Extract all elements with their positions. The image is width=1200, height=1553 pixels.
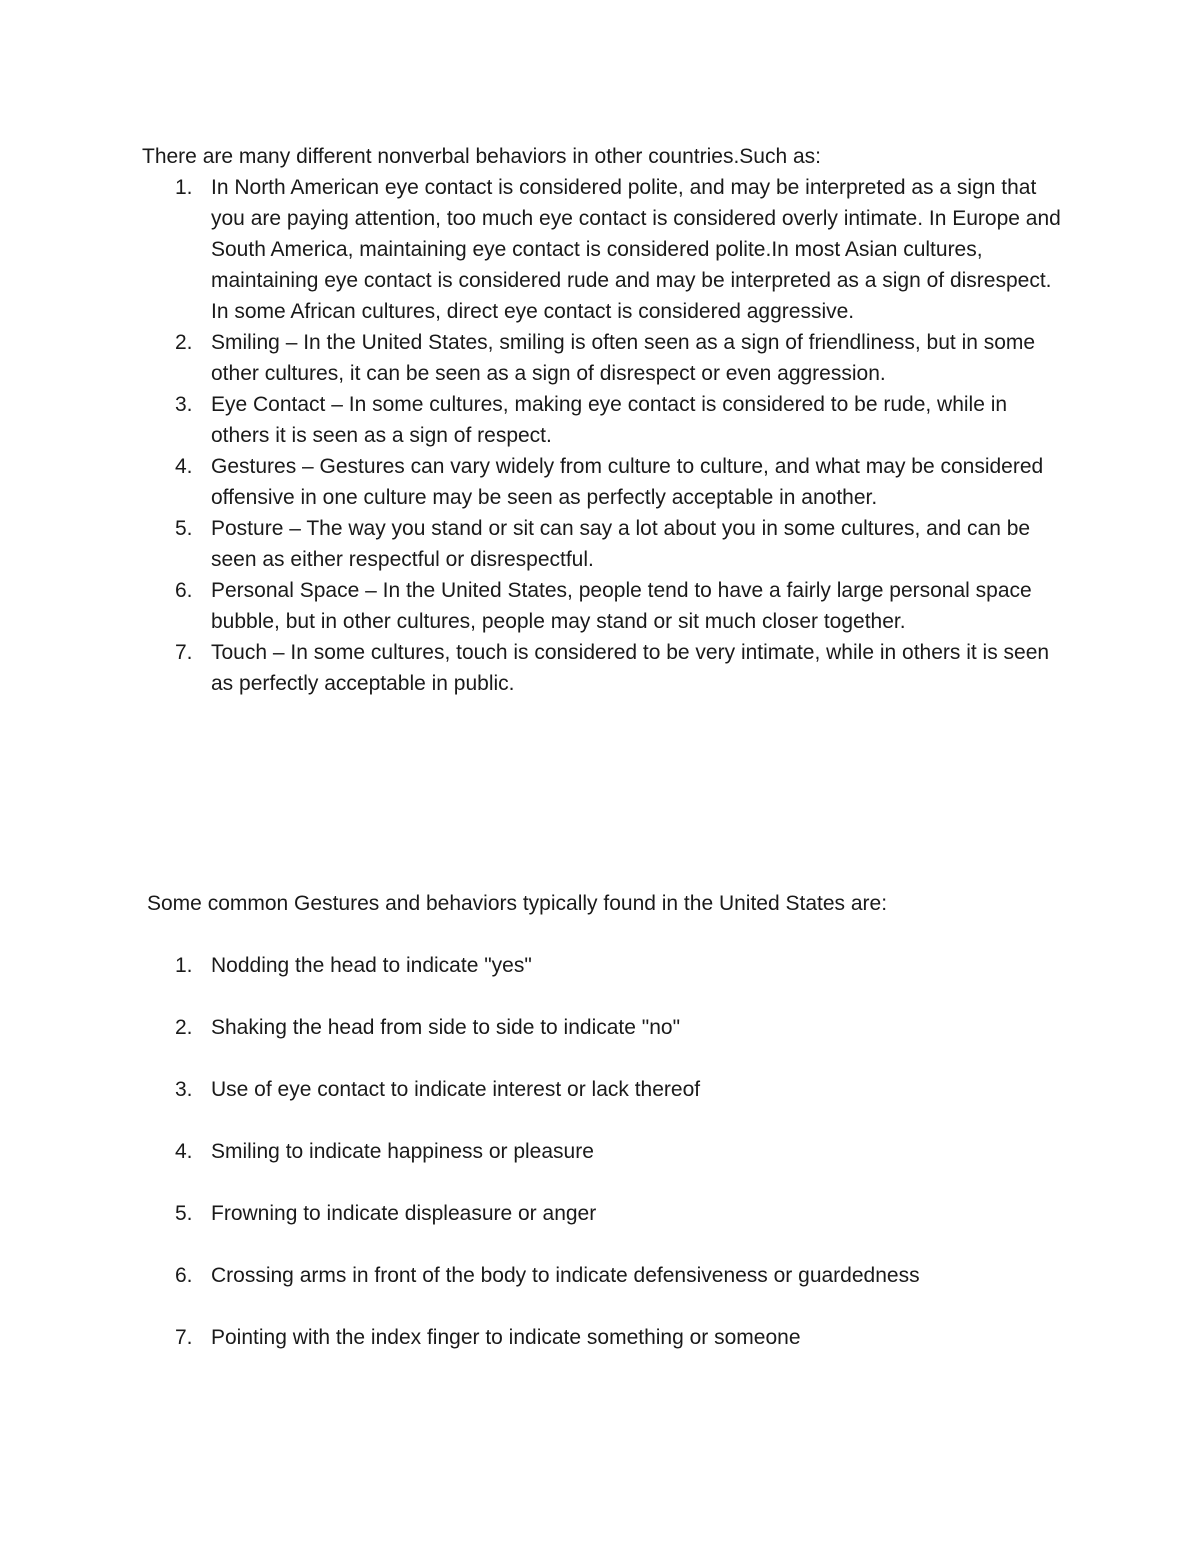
list-item — [0, 1136, 1111, 1198]
list-item — [0, 1322, 1111, 1384]
list-item — [0, 1074, 1111, 1136]
list-item — [0, 1012, 1111, 1074]
list-number: 2. — [175, 331, 193, 354]
list-number: 7. — [175, 1326, 193, 1349]
nonverbal-behaviors-list — [0, 172, 1200, 699]
list-number: 4. — [175, 1140, 193, 1163]
list-item — [0, 1260, 1111, 1322]
list-item-text: Eye Contact – In some cultures, making eye contact is considered to be rude, while in others it is seen as a sign of respect. — [211, 393, 1008, 447]
list-item — [0, 389, 1071, 451]
list-item — [0, 327, 1071, 389]
us-gestures-list — [0, 950, 1200, 1384]
list-number: 4. — [175, 455, 193, 478]
list-number: 5. — [175, 1202, 193, 1225]
list-item-text: Touch – In some cultures, touch is considered to be very intimate, while in others it is seen as perfectly acceptable in public. — [211, 641, 1050, 695]
list-item-text: Frowning to indicate displeasure or anger — [211, 1202, 597, 1225]
list-item — [0, 950, 1111, 1012]
list-item-text: Shaking the head from side to side to indicate "no" — [211, 1016, 681, 1039]
list-item-text: Use of eye contact to indicate interest or lack thereof — [211, 1078, 701, 1101]
list-number: 1. — [175, 954, 193, 977]
list-number: 1. — [175, 176, 193, 199]
list-number: 3. — [175, 393, 193, 416]
list-number: 6. — [175, 1264, 193, 1287]
list-number: 3. — [175, 1078, 193, 1101]
list-item-text: In North American eye contact is considered polite, and may be interpreted as a sign that you are paying attention, too much eye contact is considered overly intimate. In Europe and South America, maintaining eye contact is considered polite.In most Asian cultures, maintaining eye contact is considered rude and may be interpreted as a sign of disrespect. In some African cultures, direct eye contact is considered aggressive. — [211, 176, 1061, 323]
list-item — [0, 513, 1071, 575]
list-item-text: Smiling – In the United States, smiling is often seen as a sign of friendliness, but in some other cultures, it can be seen as a sign of disrespect or even aggression. — [211, 331, 1036, 385]
list-item-text: Posture – The way you stand or sit can say a lot about you in some cultures, and can be seen as either respectful or disrespectful. — [211, 517, 1031, 571]
list-item-text: Gestures – Gestures can vary widely from culture to culture, and what may be considered offensive in one culture may be seen as perfectly acceptable in another. — [211, 455, 1044, 509]
list-item-text: Nodding the head to indicate "yes" — [211, 954, 532, 977]
list-item — [0, 1198, 1111, 1260]
list-number: 2. — [175, 1016, 193, 1039]
list-item-text: Pointing with the index finger to indicate something or someone — [211, 1326, 801, 1349]
list-item-text: Crossing arms in front of the body to indicate defensiveness or guardedness — [211, 1264, 920, 1287]
list-item — [0, 172, 1071, 327]
list-item-text: Smiling to indicate happiness or pleasure — [211, 1140, 594, 1163]
list-item — [0, 451, 1071, 513]
list-item — [0, 637, 1071, 699]
section2-intro: Some common Gestures and behaviors typically found in the United States are: — [147, 892, 888, 915]
list-item — [0, 575, 1071, 637]
list-number: 6. — [175, 579, 193, 602]
section1-intro: There are many different nonverbal behaviors in other countries.Such as: — [142, 145, 821, 168]
list-item-text: Personal Space – In the United States, people tend to have a fairly large personal space bubble, but in other cultures, people may stand or sit much closer together. — [211, 579, 1032, 633]
list-number: 7. — [175, 641, 193, 664]
list-number: 5. — [175, 517, 193, 540]
